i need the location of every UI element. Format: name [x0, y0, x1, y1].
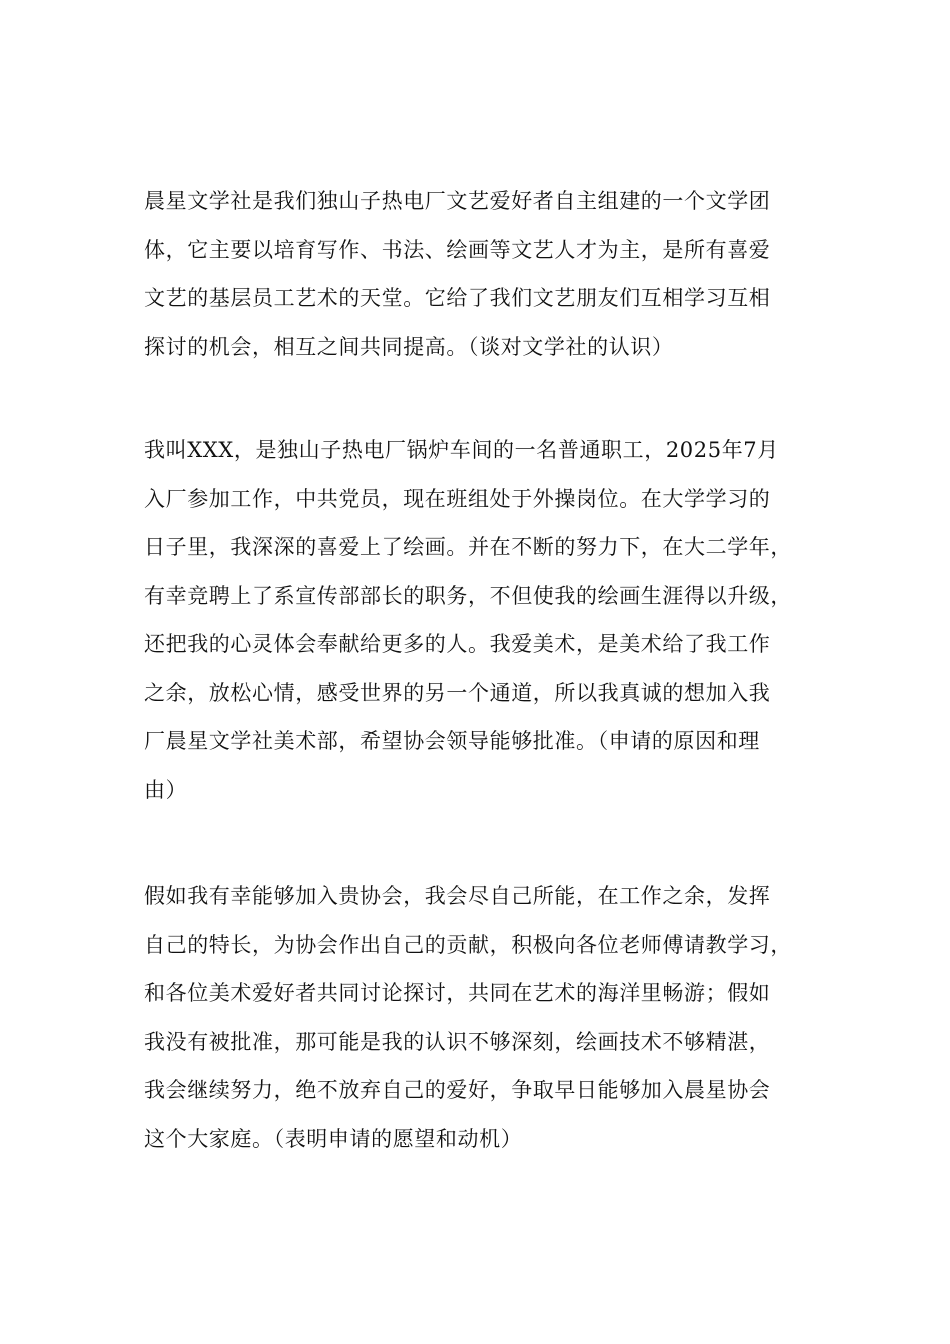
text-line: 日子里，我深深的喜爱上了绘画。并在不断的努力下，在大二学年， [144, 535, 792, 559]
paragraph-about-literary-society [144, 177, 816, 371]
text-line: 体，它主要以培育写作、书法、绘画等文艺人才为主，是所有喜爱 [144, 237, 771, 262]
text-line: 探讨的机会，相互之间共同提高。（谈对文学社的认识） [144, 334, 674, 359]
text-line: 我叫XXX，是独山子热电厂锅炉车间的一名普通职工，2025年7月 [144, 438, 779, 462]
text-line: 这个大家庭。（表明申请的愿望和动机） [144, 1126, 523, 1151]
text-line: 晨星文学社是我们独山子热电厂文艺爱好者自主组建的一个文学团 [144, 189, 771, 213]
text-line: 文艺的基层员工艺术的天堂。它给了我们文艺朋友们互相学习互相 [144, 286, 771, 310]
text-line: 入厂参加工作，中共党员，现在班组处于外操岗位。在大学学习的 [144, 486, 771, 511]
text-line: 有幸竞聘上了系宣传部部长的职务，不但使我的绘画生涯得以升级， [144, 583, 792, 608]
paragraph-application-wish [144, 872, 816, 1163]
text-line: 我会继续努力，绝不放弃自己的爱好，争取早日能够加入晨星协会 [144, 1078, 771, 1102]
text-line: 由） [144, 777, 188, 802]
text-line: 之余，放松心情，感受世界的另一个通道，所以我真诚的想加入我 [144, 680, 771, 705]
text-line: 还把我的心灵体会奉献给更多的人。我爱美术，是美术给了我工作 [144, 632, 771, 656]
text-line: 自己的特长，为协会作出自己的贡献，积极向各位老师傅请教学习， [144, 932, 792, 957]
text-line: 厂晨星文学社美术部，希望协会领导能够批准。（申请的原因和理 [144, 729, 760, 753]
text-line: 假如我有幸能够加入贵协会，我会尽自己所能，在工作之余，发挥 [144, 884, 771, 908]
paragraph-application-reason [144, 426, 816, 814]
text-line: 我没有被批准，那可能是我的认识不够深刻，绘画技术不够精湛， [144, 1029, 771, 1054]
text-line: 和各位美术爱好者共同讨论探讨，共同在艺术的海洋里畅游；假如 [144, 981, 771, 1005]
